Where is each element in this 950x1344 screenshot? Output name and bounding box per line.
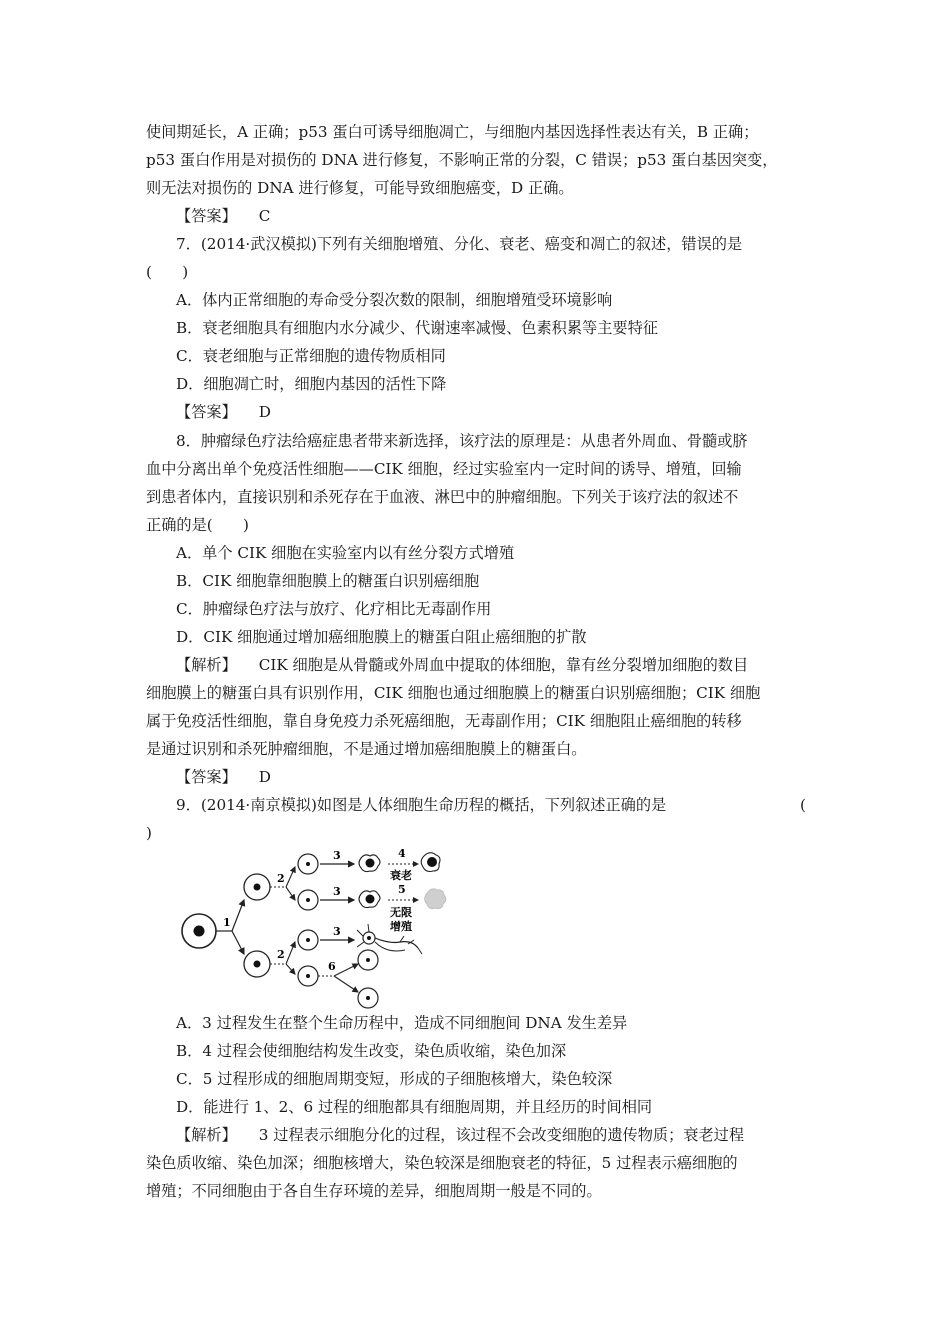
arrow — [286, 867, 295, 887]
cell — [298, 930, 318, 950]
cell — [298, 966, 318, 986]
label-3: 3 — [333, 849, 341, 862]
arrow — [334, 964, 358, 976]
label-2-upper: 2 — [277, 872, 285, 885]
cell-life-history-diagram — [176, 842, 456, 1010]
text-line: 使间期延长，A 正确；p53 蛋白可诱导细胞凋亡，与细胞内基因选择性表达有关，B 正确； — [146, 123, 759, 141]
option-a: A．体内正常细胞的寿命受分裂次数的限制，细胞增殖受环境影响 — [176, 291, 613, 309]
option-d: D．能进行 1、2、6 过程的细胞都具有细胞周期，并且经历的时间相同 — [176, 1098, 653, 1116]
cell — [358, 950, 378, 970]
option-c: C．5 过程形成的细胞周期变短，形成的子细胞核增大，染色较深 — [176, 1070, 613, 1088]
analysis-text: 染色质收缩、染色加深；细胞核增大，染色较深是细胞衰老的特征，5 过程表示癌细胞的 — [146, 1154, 738, 1172]
arrow — [334, 976, 358, 992]
option-a: A．3 过程发生在整个生命历程中，造成不同细胞间 DNA 发生差异 — [176, 1014, 628, 1032]
answer-paren-open: ( — [800, 796, 806, 814]
cell — [298, 854, 318, 874]
option-b: B．4 过程会使细胞结构发生改变，染色质收缩，染色加深 — [176, 1042, 567, 1060]
answer-value: C — [258, 207, 271, 225]
cell — [358, 988, 378, 1008]
option-a: A．单个 CIK 细胞在实验室内以有丝分裂方式增殖 — [176, 544, 515, 562]
answer-tag: 【答案】 — [176, 403, 237, 421]
arrow — [286, 887, 295, 900]
label-aging: 衰老 — [390, 869, 412, 882]
question-stem: 7．(2014·武汉模拟)下列有关细胞增殖、分化、衰老、癌变和凋亡的叙述，错误的是 — [176, 235, 743, 253]
text-line: 则无法对损伤的 DNA 进行修复，可能导致细胞癌变，D 正确。 — [146, 179, 574, 197]
analysis-tag: 【解析】 — [176, 656, 237, 674]
analysis-text: 增殖；不同细胞由于各自生存环境的差异，细胞周期一般是不同的。 — [146, 1182, 602, 1200]
analysis-line — [176, 1125, 744, 1145]
analysis-text: 属于免疫活性细胞，靠自身免疫力杀死癌细胞，无毒副作用；CIK 细胞阻止癌细胞的转移 — [146, 712, 742, 730]
analysis-tag: 【解析】 — [176, 1126, 237, 1144]
question-stem: 9．(2014·南京模拟)如图是人体细胞生命历程的概括，下列叙述正确的是 — [176, 796, 667, 814]
label-4: 4 — [398, 847, 406, 860]
analysis-text: 细胞膜上的糖蛋白具有识别作用，CIK 细胞也通过细胞膜上的糖蛋白识别癌细胞；CIK 细胞 — [146, 684, 761, 702]
label-2-lower: 2 — [277, 948, 285, 961]
arrow — [286, 964, 295, 974]
question-stem: ( ) — [146, 263, 189, 281]
question-stem: 血中分离出单个免疫活性细胞——CIK 细胞，经过实验室内一定时间的诱导、增殖，回输 — [146, 460, 742, 478]
cancer-cell — [425, 889, 446, 909]
label-3: 3 — [333, 885, 341, 898]
option-c: C．衰老细胞与正常细胞的遗传物质相同 — [176, 347, 446, 365]
question-stem: 8．肿瘤绿色疗法给癌症患者带来新选择，该疗法的原理是：从患者外周血、骨髓或脐 — [176, 432, 748, 450]
answer-line — [176, 402, 271, 422]
text-line: p53 蛋白作用是对损伤的 DNA 进行修复，不影响正常的分裂，C 错误；p53 蛋白基因突变， — [146, 151, 778, 169]
question-stem: 正确的是( ) — [146, 516, 249, 534]
option-b: B．CIK 细胞靠细胞膜上的糖蛋白识别癌细胞 — [176, 572, 480, 590]
differentiated-cell — [359, 855, 380, 872]
analysis-line — [176, 655, 748, 675]
option-b: B．衰老细胞具有细胞内水分减少、代谢速率减慢、色素积累等主要特征 — [176, 319, 658, 337]
label-3: 3 — [333, 925, 341, 938]
answer-tag: 【答案】 — [176, 768, 237, 786]
analysis-text: 是通过识别和杀死肿瘤细胞，不是通过增加癌细胞膜上的糖蛋白。 — [146, 740, 587, 758]
differentiated-cell — [359, 891, 380, 908]
analysis-text: CIK 细胞是从骨髓或外周血中提取的体细胞，靠有丝分裂增加细胞的数目 — [258, 656, 749, 674]
label-unlimited: 无限 — [390, 906, 412, 919]
arrow — [286, 942, 295, 964]
option-d: D．细胞凋亡时，细胞内基因的活性下降 — [176, 375, 447, 393]
answer-value: D — [258, 768, 271, 786]
answer-value: D — [258, 403, 271, 421]
label-1: 1 — [223, 916, 231, 929]
daughter-cell-upper — [244, 874, 270, 900]
answer-paren-close: ) — [146, 824, 152, 842]
daughter-cell-lower — [244, 951, 270, 977]
process-1-arrow-up — [232, 900, 244, 931]
answer-tag: 【答案】 — [176, 207, 237, 225]
process-1-arrow-down — [232, 931, 244, 954]
label-proliferation: 增殖 — [390, 920, 412, 933]
answer-line — [176, 206, 270, 226]
analysis-text: 3 过程表示细胞分化的过程，该过程不会改变细胞的遗传物质；衰老过程 — [258, 1126, 745, 1144]
cell — [298, 890, 318, 910]
question-stem: 到患者体内，直接识别和杀死存在于血液、淋巴中的肿瘤细胞。下列关于该疗法的叙述不 — [146, 488, 739, 506]
aged-cell — [421, 853, 440, 872]
option-d: D．CIK 细胞通过增加癌细胞膜上的糖蛋白阻止癌细胞的扩散 — [176, 628, 587, 646]
option-c: C．肿瘤绿色疗法与放疗、化疗相比无毒副作用 — [176, 600, 492, 618]
label-5: 5 — [398, 883, 406, 896]
label-6: 6 — [328, 960, 336, 973]
answer-line — [176, 767, 271, 787]
mother-cell — [182, 914, 216, 948]
